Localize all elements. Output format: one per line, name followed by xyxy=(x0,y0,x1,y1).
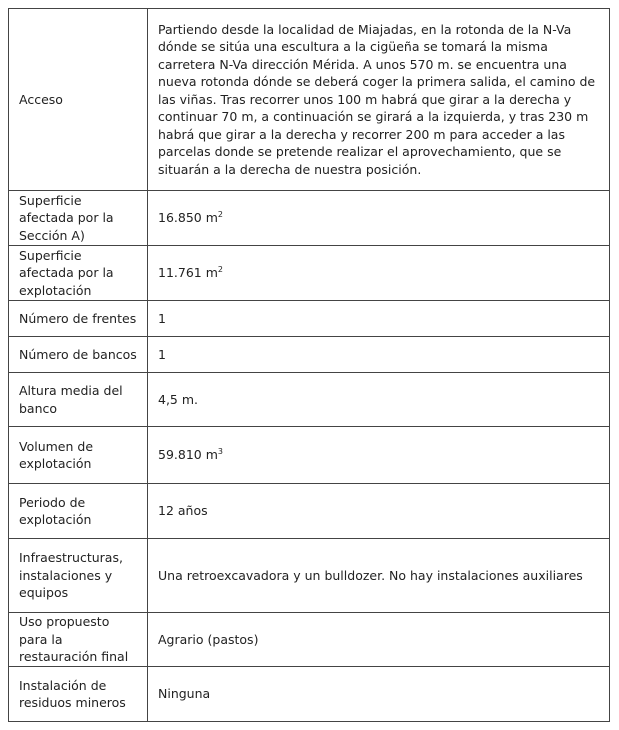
row-value: 1 xyxy=(148,301,610,337)
row-label: Instalación de residuos mineros xyxy=(9,667,148,722)
row-label: Número de frentes xyxy=(9,301,148,337)
row-value xyxy=(148,246,610,301)
unit-exponent: 2 xyxy=(217,210,223,220)
row-value: 4,5 m. xyxy=(148,373,610,427)
row-value xyxy=(148,427,610,484)
table-row-uso-propuesto xyxy=(9,613,610,667)
project-data-table xyxy=(8,8,610,722)
row-label: Uso propuesto para la restauración final xyxy=(9,613,148,667)
table-row-volumen xyxy=(9,427,610,484)
row-label: Infraestructuras, instalaciones y equipos xyxy=(9,539,148,613)
row-value: 12 años xyxy=(148,484,610,539)
row-label: Volumen de explotación xyxy=(9,427,148,484)
row-value: Ninguna xyxy=(148,667,610,722)
row-value: Una retroexcavadora y un bulldozer. No hay instalaciones auxiliares xyxy=(148,539,610,613)
table-row-bancos xyxy=(9,337,610,373)
row-label: Superficie afectada por la explotación xyxy=(9,246,148,301)
row-label: Altura media del banco xyxy=(9,373,148,427)
table-row-residuos xyxy=(9,667,610,722)
value-text: 59.810 m xyxy=(158,447,218,463)
row-value xyxy=(148,191,610,246)
row-label: Acceso xyxy=(9,9,148,191)
table-row-frentes xyxy=(9,301,610,337)
value-text: 16.850 m xyxy=(158,210,218,226)
table-row-acceso xyxy=(9,9,610,191)
row-value: Partiendo desde la localidad de Miajadas, en la rotonda de la N-Va dónde se sitúa una escultura a la cigüeña se tomará la misma carretera N-Va dirección Mérida. A unos 570 m. se encuentra una nueva rotonda dónde se deberá coger la primera salida, el camino de las viñas. Tras recorrer unos 100 m habrá que girar a la derecha y continuar 70 m, a continuación se girará a la izquierda, y tras 230 m habrá que girar a la derecha y recorrer 200 m para acceder a las parcelas donde se pretende realizar el aprovechamiento, que se situarán a la derecha de nuestra posición. xyxy=(148,9,610,191)
unit-exponent: 3 xyxy=(217,447,223,457)
row-label: Superficie afectada por la Sección A) xyxy=(9,191,148,246)
table-row-superficie-explotacion xyxy=(9,246,610,301)
table-row-superficie-seccion xyxy=(9,191,610,246)
row-value: 1 xyxy=(148,337,610,373)
row-label: Número de bancos xyxy=(9,337,148,373)
value-text: 11.761 m xyxy=(158,265,218,281)
table-row-periodo xyxy=(9,484,610,539)
unit-exponent: 2 xyxy=(217,265,223,275)
row-value: Agrario (pastos) xyxy=(148,613,610,667)
table-row-infraestructuras xyxy=(9,539,610,613)
row-label: Periodo de explotación xyxy=(9,484,148,539)
table-row-altura xyxy=(9,373,610,427)
